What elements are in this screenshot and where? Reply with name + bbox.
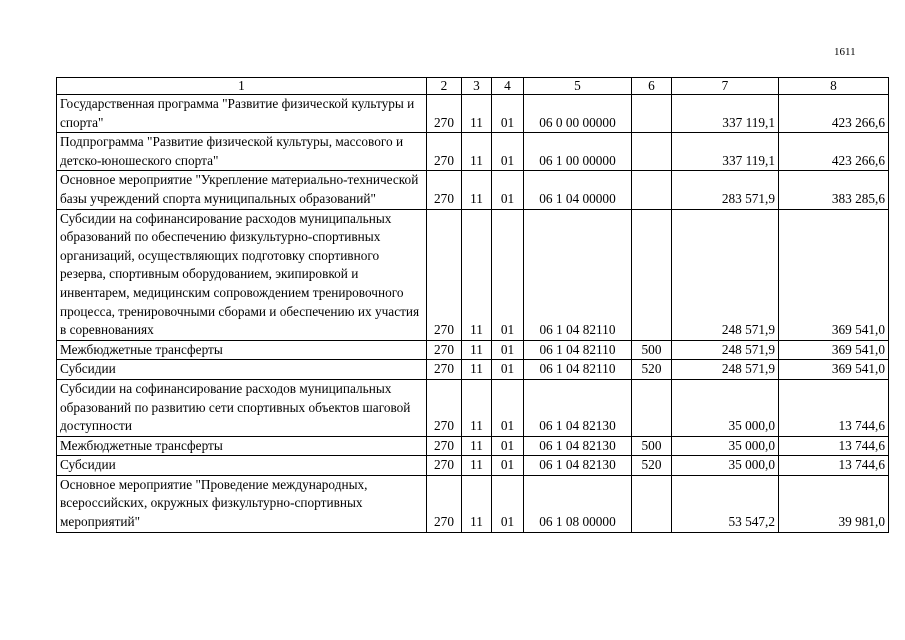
- subsection-code-cell: 01: [492, 456, 524, 476]
- row-name-cell: Основное мероприятие "Укрепление материально-технической базы учреждений спорта муниципальных образований": [57, 171, 427, 209]
- admin-code-cell: 270: [427, 379, 462, 436]
- header-cell: 4: [492, 78, 524, 95]
- header-cell: 3: [462, 78, 492, 95]
- table-row: [57, 171, 889, 209]
- amount-year2-cell: 39 981,0: [779, 475, 889, 532]
- amount-year2-cell: 369 541,0: [779, 209, 889, 340]
- amount-year1-cell: 337 119,1: [672, 133, 779, 171]
- amount-year2-cell: 383 285,6: [779, 171, 889, 209]
- section-code-cell: 11: [462, 475, 492, 532]
- target-article-cell: 06 1 04 82130: [524, 436, 632, 456]
- header-cell: 2: [427, 78, 462, 95]
- row-name-cell: Межбюджетные трансферты: [57, 340, 427, 360]
- amount-year2-cell: 423 266,6: [779, 95, 889, 133]
- amount-year2-cell: 13 744,6: [779, 436, 889, 456]
- row-name-cell: Межбюджетные трансферты: [57, 436, 427, 456]
- section-code-cell: 11: [462, 209, 492, 340]
- row-name-cell: Субсидии на софинансирование расходов муниципальных образований по обеспечению физкультурно-спортивных организаций, осуществляющих подготовку спортивного резерва, спортивным оборудованием, экипировкой и инвентарем, медицинским сопровождением тренировочного процесса, тренировочными сборами и обеспечению их участия в соревнованиях: [57, 209, 427, 340]
- amount-year1-cell: 53 547,2: [672, 475, 779, 532]
- section-code-cell: 11: [462, 379, 492, 436]
- header-row: [57, 78, 889, 95]
- expense-type-cell: 500: [632, 436, 672, 456]
- admin-code-cell: 270: [427, 360, 462, 380]
- amount-year2-cell: 369 541,0: [779, 340, 889, 360]
- table-row: [57, 456, 889, 476]
- expense-type-cell: [632, 133, 672, 171]
- amount-year2-cell: 13 744,6: [779, 379, 889, 436]
- section-code-cell: 11: [462, 340, 492, 360]
- header-cell: 7: [672, 78, 779, 95]
- table-row: [57, 340, 889, 360]
- subsection-code-cell: 01: [492, 209, 524, 340]
- amount-year2-cell: 423 266,6: [779, 133, 889, 171]
- admin-code-cell: 270: [427, 209, 462, 340]
- row-name-cell: Субсидии: [57, 456, 427, 476]
- subsection-code-cell: 01: [492, 360, 524, 380]
- header-cell: 5: [524, 78, 632, 95]
- amount-year2-cell: 13 744,6: [779, 456, 889, 476]
- target-article-cell: 06 1 08 00000: [524, 475, 632, 532]
- section-code-cell: 11: [462, 171, 492, 209]
- amount-year1-cell: 248 571,9: [672, 209, 779, 340]
- admin-code-cell: 270: [427, 475, 462, 532]
- section-code-cell: 11: [462, 360, 492, 380]
- row-name-cell: Основное мероприятие "Проведение международных, всероссийских, окружных физкультурно-спортивных мероприятий": [57, 475, 427, 532]
- amount-year1-cell: 35 000,0: [672, 379, 779, 436]
- table-row: [57, 95, 889, 133]
- target-article-cell: 06 1 00 00000: [524, 133, 632, 171]
- admin-code-cell: 270: [427, 95, 462, 133]
- page-number: 1611: [834, 46, 856, 58]
- amount-year1-cell: 35 000,0: [672, 436, 779, 456]
- expense-type-cell: 520: [632, 360, 672, 380]
- amount-year1-cell: 248 571,9: [672, 340, 779, 360]
- amount-year1-cell: 283 571,9: [672, 171, 779, 209]
- row-name-cell: Подпрограмма "Развитие физической культуры, массового и детско-юношеского спорта": [57, 133, 427, 171]
- amount-year1-cell: 35 000,0: [672, 456, 779, 476]
- subsection-code-cell: 01: [492, 171, 524, 209]
- target-article-cell: 06 1 04 82130: [524, 379, 632, 436]
- amount-year1-cell: 337 119,1: [672, 95, 779, 133]
- row-name-cell: Субсидии: [57, 360, 427, 380]
- expense-type-cell: [632, 209, 672, 340]
- subsection-code-cell: 01: [492, 95, 524, 133]
- expense-type-cell: [632, 95, 672, 133]
- amount-year1-cell: 248 571,9: [672, 360, 779, 380]
- section-code-cell: 11: [462, 133, 492, 171]
- header-cell: 6: [632, 78, 672, 95]
- table-row: [57, 133, 889, 171]
- admin-code-cell: 270: [427, 436, 462, 456]
- section-code-cell: 11: [462, 436, 492, 456]
- subsection-code-cell: 01: [492, 475, 524, 532]
- subsection-code-cell: 01: [492, 133, 524, 171]
- admin-code-cell: 270: [427, 340, 462, 360]
- section-code-cell: 11: [462, 95, 492, 133]
- table-row: [57, 436, 889, 456]
- section-code-cell: 11: [462, 456, 492, 476]
- target-article-cell: 06 0 00 00000: [524, 95, 632, 133]
- expense-type-cell: 500: [632, 340, 672, 360]
- target-article-cell: 06 1 04 82110: [524, 340, 632, 360]
- target-article-cell: 06 1 04 82110: [524, 360, 632, 380]
- header-cell: 8: [779, 78, 889, 95]
- target-article-cell: 06 1 04 00000: [524, 171, 632, 209]
- expense-type-cell: [632, 171, 672, 209]
- expense-type-cell: [632, 379, 672, 436]
- table-row: [57, 360, 889, 380]
- subsection-code-cell: 01: [492, 379, 524, 436]
- row-name-cell: Государственная программа "Развитие физической культуры и спорта": [57, 95, 427, 133]
- expense-type-cell: [632, 475, 672, 532]
- amount-year2-cell: 369 541,0: [779, 360, 889, 380]
- subsection-code-cell: 01: [492, 436, 524, 456]
- budget-table: [56, 77, 889, 533]
- row-name-cell: Субсидии на софинансирование расходов муниципальных образований по развитию сети спортивных объектов шаговой доступности: [57, 379, 427, 436]
- table-row: [57, 209, 889, 340]
- target-article-cell: 06 1 04 82110: [524, 209, 632, 340]
- admin-code-cell: 270: [427, 133, 462, 171]
- admin-code-cell: 270: [427, 171, 462, 209]
- expense-type-cell: 520: [632, 456, 672, 476]
- subsection-code-cell: 01: [492, 340, 524, 360]
- admin-code-cell: 270: [427, 456, 462, 476]
- table-row: [57, 475, 889, 532]
- table-row: [57, 379, 889, 436]
- target-article-cell: 06 1 04 82130: [524, 456, 632, 476]
- header-cell: 1: [57, 78, 427, 95]
